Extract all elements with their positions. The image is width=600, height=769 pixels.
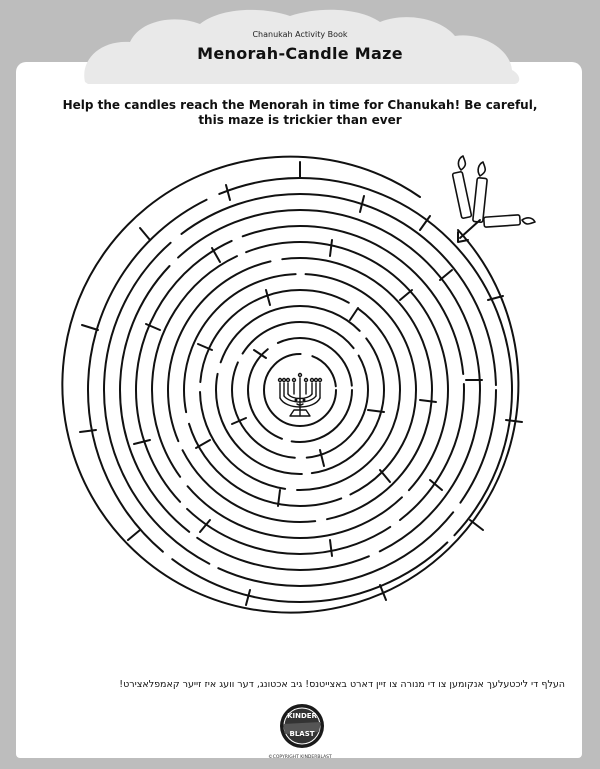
- copyright-text: ©COPYRIGHT KINDERBLAST: [268, 755, 332, 760]
- series-title: Chanukah Activity Book: [252, 30, 348, 39]
- instructions-line-2: this maze is trickier than ever: [198, 113, 402, 127]
- yiddish-instructions: העלף די ליכטעלעך אנקומען צו די מנורה צו זיין דארט באצייטנס! גיב אכטונג, דער וועג איז זייער קאמפלאצירט!: [119, 679, 565, 690]
- logo-text-top: KINDER: [287, 712, 317, 720]
- arrow-icon: [458, 220, 480, 242]
- candle-icon: [484, 215, 535, 227]
- page-title: Menorah-Candle Maze: [197, 44, 403, 63]
- candle-icon: [452, 156, 471, 219]
- menorah-icon: [279, 374, 322, 417]
- instructions-line-1: Help the candles reach the Menorah in time for Chanukah! Be careful,: [62, 98, 538, 112]
- kinderblast-logo: [271, 700, 333, 752]
- candle-icon: [473, 162, 488, 222]
- logo-text-bottom: BLAST: [289, 730, 315, 738]
- logo-badge: [271, 700, 333, 752]
